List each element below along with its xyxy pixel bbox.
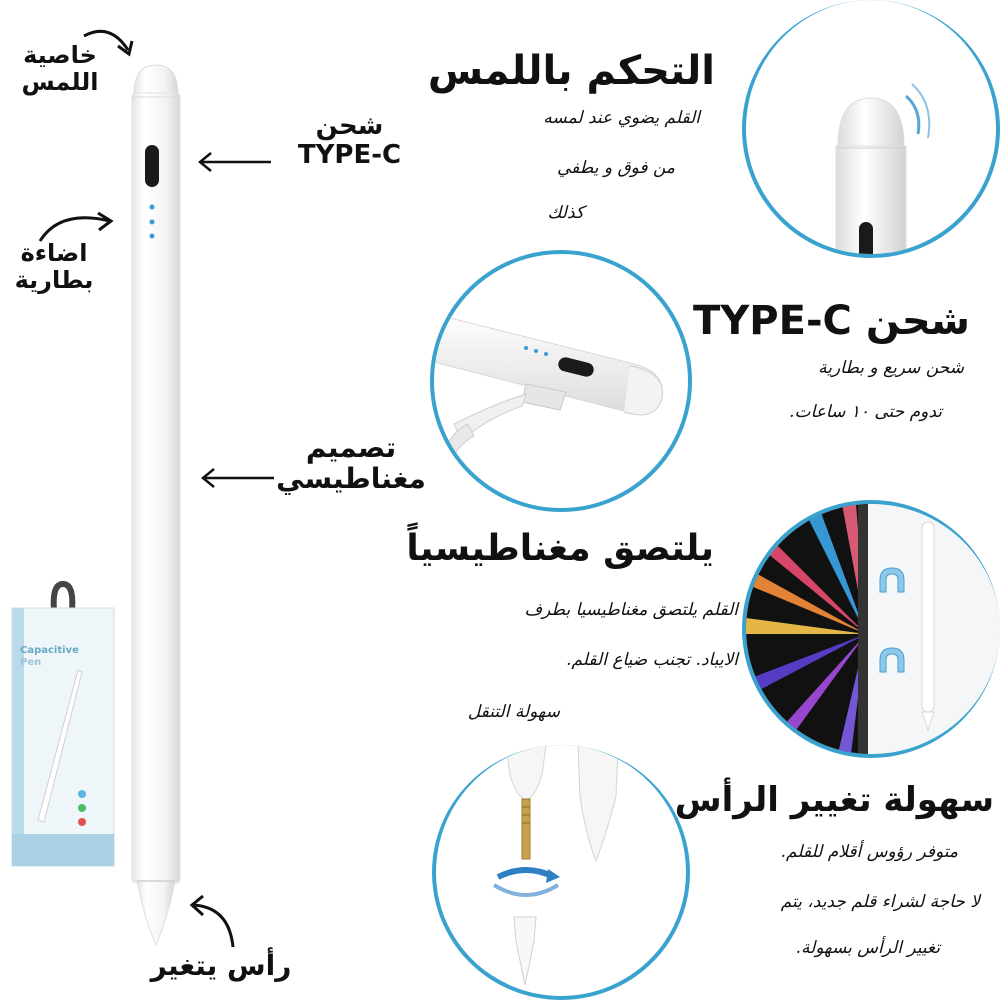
product-box-image	[8, 580, 118, 870]
feature-charge-title: شحن TYPE-C	[693, 298, 970, 344]
feature-magnetic-line-1: القلم يلتصق مغناطيسيا بطرف	[524, 600, 738, 620]
feature-tip-title: سهولة تغيير الرأس	[674, 780, 994, 820]
feature-touch-title: التحكم باللمس	[427, 48, 715, 94]
box-brand-line1: Capacitive	[20, 645, 79, 656]
battery-led-2	[150, 220, 155, 225]
battery-led-3	[150, 234, 155, 239]
feature-magnetic-line-3: سهولة التنقل	[467, 702, 560, 722]
feature-tip-line-2: لا حاجة لشراء قلم جديد، يتم	[780, 892, 980, 912]
tip-change-detail-circle	[432, 745, 690, 1000]
curved-arrow-icon	[183, 893, 253, 951]
callout-magnetic-design: تصميم مغناطيسي	[276, 431, 426, 496]
feature-touch-line-2: من فوق و يطفي	[556, 158, 675, 178]
callout-charge-type-c: شحن TYPE-C	[297, 111, 402, 171]
feature-touch-line-3: كذلك	[547, 203, 584, 223]
feature-charge-line-2: تدوم حتى ١٠ ساعات.	[789, 402, 942, 422]
feature-tip-line-1: متوفر رؤوس أقلام للقلم.	[780, 842, 958, 862]
battery-led-1	[150, 205, 155, 210]
arrow-left-icon	[195, 150, 275, 174]
touch-detail-circle	[742, 0, 1000, 258]
usb-c-port	[145, 145, 159, 187]
callout-tip-change: رأس يتغير	[150, 949, 292, 982]
box-brand-line2: Pen	[20, 657, 42, 668]
stylus-pen-image	[120, 55, 200, 990]
feature-touch-line-1: القلم يضوي عند لمسه	[543, 108, 700, 128]
feature-magnetic-title: يلتصق مغناطيسياً	[406, 528, 714, 569]
feature-charge-line-1: شحن سريع و بطارية	[818, 358, 964, 378]
callout-battery-light: اضاءة بطارية	[14, 239, 94, 294]
callout-touch: خاصية اللمس	[21, 41, 99, 96]
charging-detail-circle	[430, 250, 692, 512]
curved-arrow-icon	[30, 205, 120, 245]
magnetic-detail-circle	[742, 500, 1000, 758]
feature-tip-line-3: تغيير الرأس بسهولة.	[795, 938, 940, 958]
curved-arrow-icon	[80, 22, 140, 62]
arrow-left-icon	[198, 466, 278, 490]
feature-magnetic-line-2: الايباد. تجنب ضياع القلم.	[566, 650, 738, 670]
